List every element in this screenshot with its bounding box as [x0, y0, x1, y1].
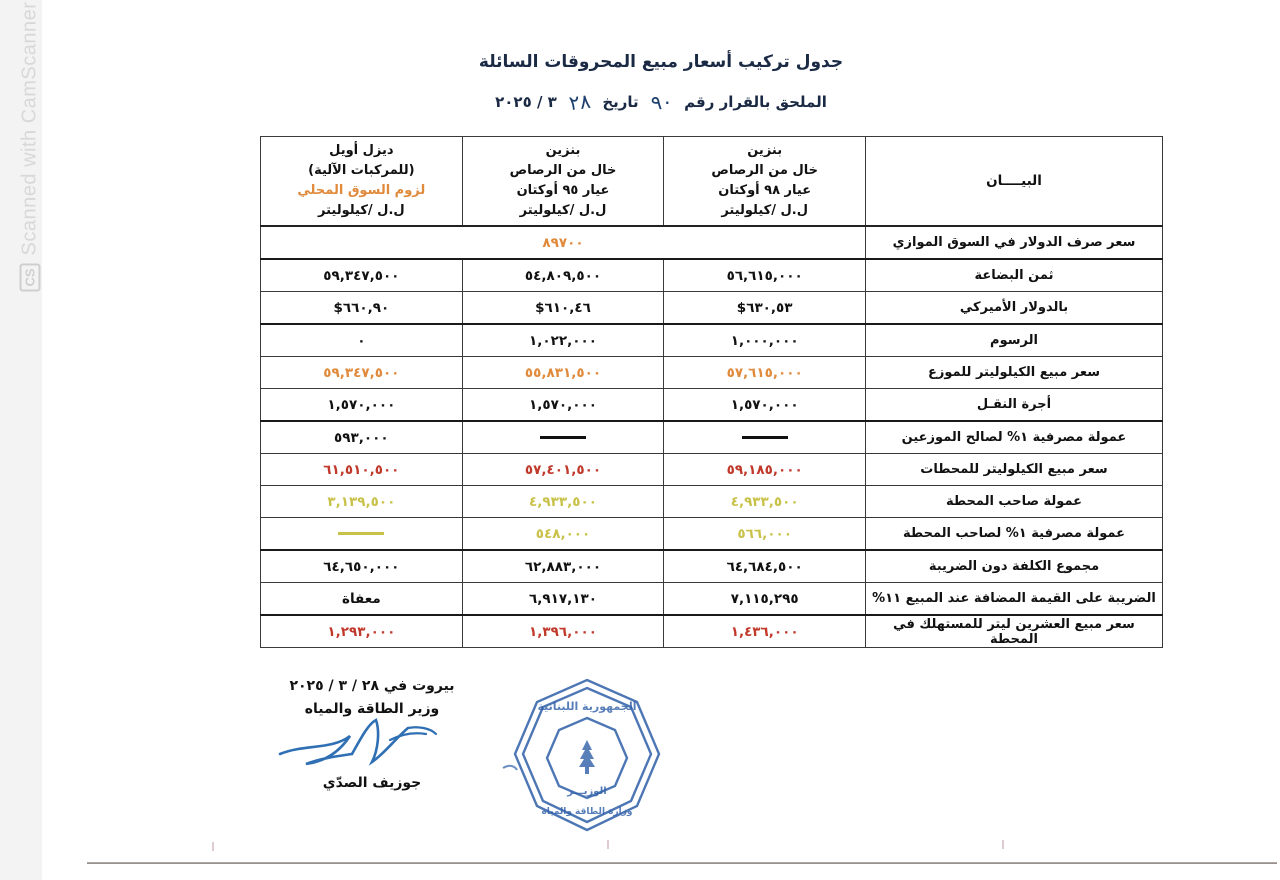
cell-95: ٦٢,٨٨٣,٠٠٠ — [462, 550, 664, 583]
cell-diesel: ٣,١٣٩,٥٠٠ — [261, 486, 463, 518]
cell-diesel: ٦٤,٦٥٠,٠٠٠ — [261, 550, 463, 583]
row-label: عمولة صاحب المحطة — [866, 486, 1163, 518]
table-header-row — [261, 137, 1163, 227]
table-row-exchange-rate — [261, 226, 1163, 259]
table-row — [261, 486, 1163, 518]
row-label: الرسوم — [866, 324, 1163, 357]
cell-95: ٥٤,٨٠٩,٥٠٠ — [462, 259, 664, 292]
row-label: عمولة مصرفية ١% لصالح الموزعين — [866, 421, 1163, 454]
camscanner-badge-icon: CS — [20, 263, 41, 291]
table-row — [261, 259, 1163, 292]
table-row — [261, 615, 1163, 648]
header-98-line4: ل.ل /كيلوليتر — [721, 203, 809, 219]
cell-98: ٤,٩٣٣,٥٠٠ — [664, 486, 866, 518]
table-row — [261, 292, 1163, 325]
table-row — [261, 357, 1163, 389]
date-rest-label: ٣ / ٢٠٢٥ — [495, 93, 557, 112]
row-label: عمولة مصرفية ١% لصاحب المحطة — [866, 518, 1163, 551]
header-95-line1: بنزين — [545, 142, 581, 158]
scan-speck — [212, 842, 214, 851]
cell-98: ٧,١١٥,٢٩٥ — [664, 583, 866, 616]
cell-diesel: ١,٥٧٠,٠٠٠ — [261, 389, 463, 422]
table-row — [261, 389, 1163, 422]
header-98-line3: عيار ٩٨ أوكتان — [718, 183, 812, 198]
header-95-line2: خال من الرصاص — [509, 162, 617, 178]
price-structure-table — [260, 136, 1163, 648]
table-row — [261, 550, 1163, 583]
cell-98: ١,٥٧٠,٠٠٠ — [664, 389, 866, 422]
page-bottom-rule — [87, 862, 1277, 864]
cell-95: ٥٤٨,٠٠٠ — [462, 518, 664, 551]
cell-95: ٥٧,٤٠١,٥٠٠ — [462, 454, 664, 486]
empty-value-dash-icon — [540, 436, 586, 439]
cell-diesel: ٥٩٣,٠٠٠ — [261, 421, 463, 454]
decision-number-handwritten: ٩٠ — [649, 89, 674, 116]
place-and-date: بيروت في ٢٨ / ٣ / ٢٠٢٥ — [289, 678, 455, 694]
seal-inner-text-2: وزارة الطاقة والمياه — [541, 807, 633, 817]
signatory-role: وزير الطاقة والمياه — [304, 701, 440, 717]
cell-diesel: ٥٩,٣٤٧,٥٠٠ — [261, 259, 463, 292]
table-row — [261, 454, 1163, 486]
scan-speck — [607, 840, 609, 849]
handwritten-signature-icon — [272, 710, 462, 780]
price-structure-table-wrap — [260, 136, 1163, 648]
page-title: جدول تركيب أسعار مبيع المحروقات السائلة — [478, 52, 844, 72]
cell-95 — [462, 421, 664, 454]
header-diesel-line4: ل.ل /كيلوليتر — [318, 203, 405, 219]
decision-prefix-label: الملحق بالقرار رقم — [684, 93, 827, 112]
cell-98: ٦٣٠,٥٣$ — [664, 292, 866, 325]
header-98-line2: خال من الرصاص — [711, 162, 819, 178]
header-diesel-line1: ديزل أويل — [329, 142, 394, 158]
cell-95: ١,٣٩٦,٠٠٠ — [462, 615, 664, 648]
empty-value-dash-icon — [338, 532, 384, 535]
header-col-98 — [664, 137, 866, 227]
cell-95: ١,٥٧٠,٠٠٠ — [462, 389, 664, 422]
exchange-rate-value: ٨٩٧٠٠ — [261, 226, 866, 259]
header-col-diesel — [261, 137, 463, 227]
camscanner-watermark — [0, 0, 42, 880]
document-page — [42, 0, 1280, 880]
row-label: أجرة النقـل — [866, 389, 1163, 422]
row-label-exchange-rate: سعر صرف الدولار في السوق الموازي — [866, 226, 1163, 259]
signatory-name: جوزيف الصدّي — [322, 775, 422, 791]
cell-95: ٥٥,٨٣١,٥٠٠ — [462, 357, 664, 389]
cell-95: ٦١٠,٤٦$ — [462, 292, 664, 325]
cell-diesel: ٦٦٠,٩٠$ — [261, 292, 463, 325]
decision-reference-line — [42, 90, 1280, 114]
seal-inner-text-1: الوزيـــر — [567, 786, 607, 797]
cell-98: ٥٧,٦١٥,٠٠٠ — [664, 357, 866, 389]
row-label: بالدولار الأميركي — [866, 292, 1163, 325]
header-98-line1: بنزين — [747, 142, 783, 158]
row-label: مجموع الكلفة دون الضريبة — [866, 550, 1163, 583]
header-95-line4: ل.ل /كيلوليتر — [519, 203, 607, 219]
header-col-95 — [462, 137, 664, 227]
table-head — [261, 137, 1163, 227]
scan-speck — [1002, 840, 1004, 849]
cell-98: ٥٦٦,٠٠٠ — [664, 518, 866, 551]
cell-diesel: ١,٢٩٣,٠٠٠ — [261, 615, 463, 648]
table-row — [261, 421, 1163, 454]
official-seal-icon — [497, 672, 677, 844]
header-diesel-line3: لزوم السوق المحلي — [297, 183, 426, 198]
cell-98: ١,٤٣٦,٠٠٠ — [664, 615, 866, 648]
row-label: الضريبة على القيمة المضافة عند المبيع ١١% — [866, 583, 1163, 616]
cell-98: ٥٩,١٨٥,٠٠٠ — [664, 454, 866, 486]
header-95-line3: عيار ٩٥ أوكتان — [516, 183, 610, 198]
cell-diesel: ٠ — [261, 324, 463, 357]
cell-diesel: ٦١,٥١٠,٥٠٠ — [261, 454, 463, 486]
cell-diesel: معفاة — [261, 583, 463, 616]
cell-diesel: ٥٩,٣٤٧,٥٠٠ — [261, 357, 463, 389]
cell-95: ٦,٩١٧,١٣٠ — [462, 583, 664, 616]
cell-98: ٥٦,٦١٥,٠٠٠ — [664, 259, 866, 292]
row-label: سعر مبيع العشرين ليتر للمستهلك في المحطة — [866, 615, 1163, 648]
table-row — [261, 583, 1163, 616]
row-label: سعر مبيع الكيلوليتر للمحطات — [866, 454, 1163, 486]
camscanner-label: Scanned with CamScanner — [18, 1, 41, 256]
seal-outer-text: الجمهورية اللبنانية — [537, 700, 637, 713]
table-row — [261, 518, 1163, 551]
cell-98: ٦٤,٦٨٤,٥٠٠ — [664, 550, 866, 583]
table-body — [261, 226, 1163, 648]
header-label-cell: البيــــان — [866, 137, 1163, 227]
row-label: سعر مبيع الكيلوليتر للموزع — [866, 357, 1163, 389]
date-word-label: تاريخ — [602, 93, 639, 112]
cell-95: ٤,٩٣٣,٥٠٠ — [462, 486, 664, 518]
cell-diesel — [261, 518, 463, 551]
empty-value-dash-icon — [742, 436, 788, 439]
cell-98 — [664, 421, 866, 454]
cell-95: ١,٠٢٢,٠٠٠ — [462, 324, 664, 357]
row-label: ثمن البضاعة — [866, 259, 1163, 292]
date-day-handwritten: ٢٨ — [567, 89, 592, 116]
table-row — [261, 324, 1163, 357]
header-diesel-line2: (للمركبات الآلية) — [308, 162, 415, 178]
cell-98: ١,٠٠٠,٠٠٠ — [664, 324, 866, 357]
title-block — [42, 0, 1280, 114]
signature-block — [242, 678, 502, 791]
